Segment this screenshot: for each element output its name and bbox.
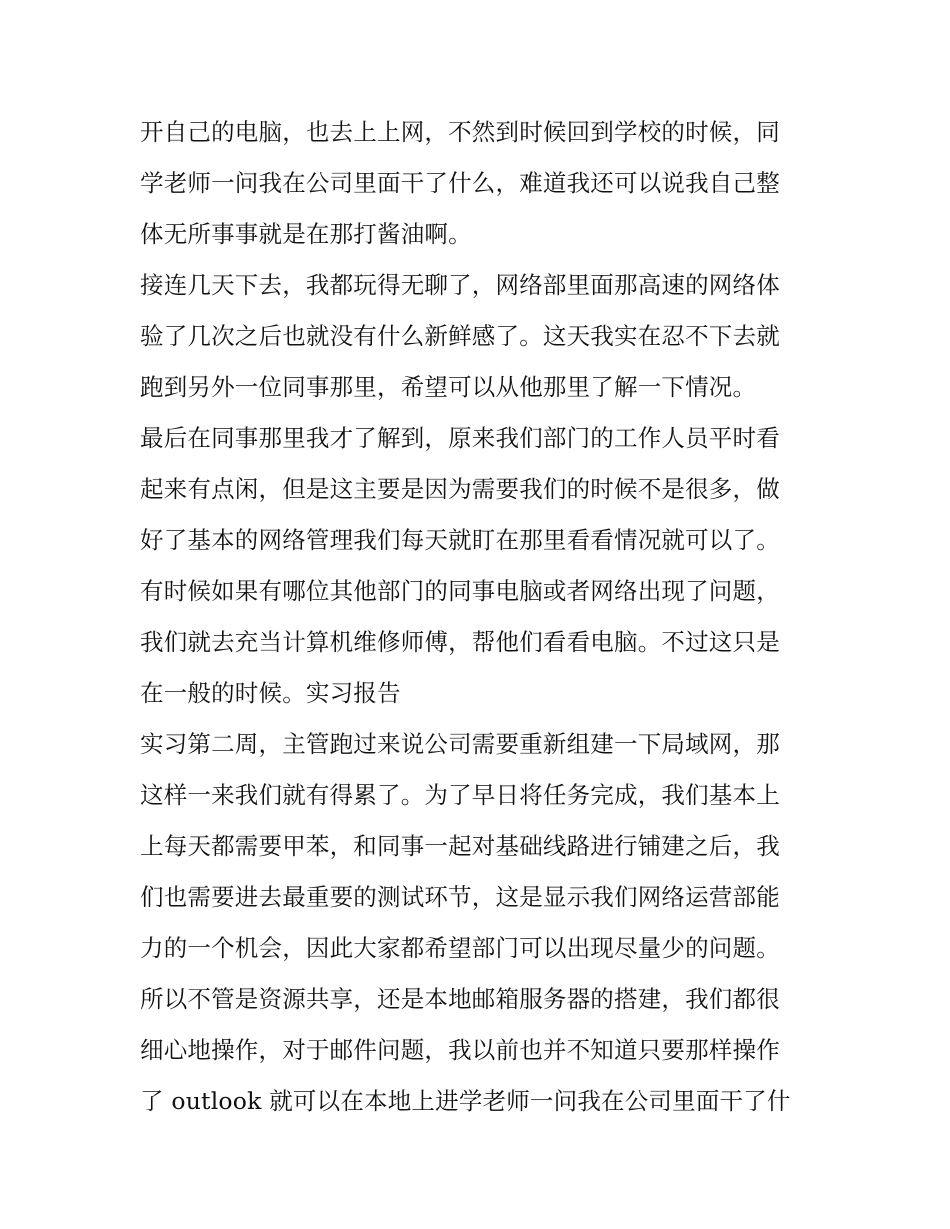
text-line: 在一般的时候。实习报告 — [140, 679, 401, 707]
text-line: 起来有点闲，但是这主要是因为需要我们的时候不是很多，做 — [140, 475, 780, 503]
text-line: 开自己的电脑，也去上上网，不然到时候回到学校的时候，同 — [140, 118, 780, 146]
text-line: 好了基本的网络管理我们每天就盯在那里看看情况就可以了。 — [140, 526, 780, 554]
text-line: 了 outlook 就可以在本地上进学老师一问我在公司里面干了什 — [140, 1087, 791, 1115]
document-body — [140, 107, 820, 1127]
text-line: 这样一来我们就有得累了。为了早日将任务完成，我们基本上 — [140, 781, 780, 809]
text-line: 上每天都需要甲苯，和同事一起对基础线路进行铺建之后，我 — [140, 832, 780, 860]
text-line: 最后在同事那里我才了解到，原来我们部门的工作人员平时看 — [140, 424, 780, 452]
text-line: 实习第二周，主管跑过来说公司需要重新组建一下局域网，那 — [140, 730, 780, 758]
text-line: 有时候如果有哪位其他部门的同事电脑或者网络出现了问题， — [140, 577, 780, 605]
text-line: 学老师一问我在公司里面干了什么，难道我还可以说我自己整 — [140, 169, 780, 197]
text-line: 我们就去充当计算机维修师傅，帮他们看看电脑。不过这只是 — [140, 628, 780, 656]
text-line: 所以不管是资源共享，还是本地邮箱服务器的搭建，我们都很 — [140, 985, 780, 1013]
text-line: 跑到另外一位同事那里，希望可以从他那里了解一下情况。 — [140, 373, 757, 401]
text-line: 验了几次之后也就没有什么新鲜感了。这天我实在忍不下去就 — [140, 322, 780, 350]
text-line: 们也需要进去最重要的测试环节，这是显示我们网络运营部能 — [140, 883, 780, 911]
text-line: 细心地操作，对于邮件问题，我以前也并不知道只要那样操作 — [140, 1036, 780, 1064]
text-line: 体无所事事就是在那打酱油啊。 — [140, 220, 472, 248]
text-line: 力的一个机会，因此大家都希望部门可以出现尽量少的问题。 — [140, 934, 780, 962]
text-line: 接连几天下去，我都玩得无聊了，网络部里面那高速的网络体 — [140, 271, 780, 299]
